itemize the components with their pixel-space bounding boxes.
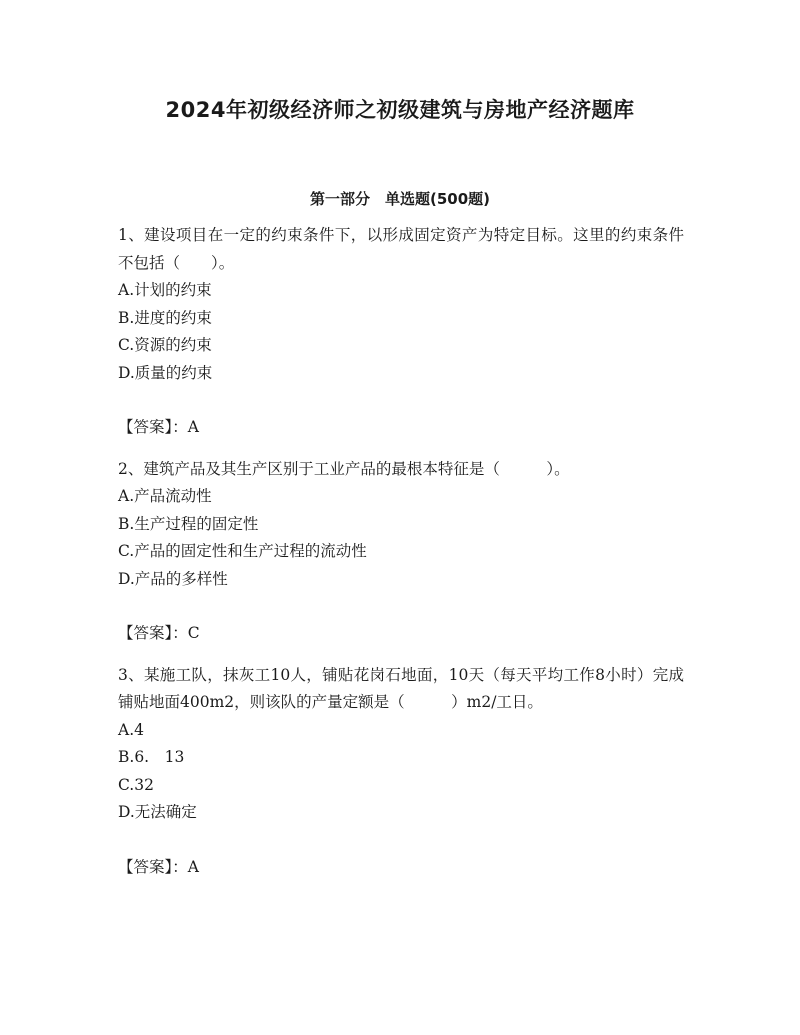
question-3 <box>118 662 684 882</box>
answer-value: C <box>187 624 200 642</box>
option-d: D.产品的多样性 <box>118 569 228 588</box>
answer-value: A <box>187 857 199 876</box>
option-a: A.计划的约束 <box>118 281 212 299</box>
question-stem: 1、建设项目在一定的约束条件下，以形成固定资产为特定目标。这里的约束条件不包括（ ）。 <box>118 226 684 272</box>
option-c: C.产品的固定性和生产过程的流动性 <box>118 542 367 560</box>
answer-value: A <box>187 418 199 436</box>
question-stem: 2、建筑产品及其生产区别于工业产品的最根本特征是（ ）。 <box>118 459 570 478</box>
option-b: B.6. 13 <box>118 748 185 766</box>
option-d: D.质量的约束 <box>118 363 213 382</box>
answer-label: 【答案】： <box>118 857 188 876</box>
answer-label: 【答案】： <box>118 624 188 642</box>
section-heading: 第一部分 单选题(500题) <box>309 190 491 208</box>
option-b: B.生产过程的固定性 <box>118 514 259 533</box>
option-c: C.资源的约束 <box>118 336 212 354</box>
question-stem: 3、某施工队，抹灰工10人，铺贴花岗石地面，10天（每天平均工作8小时）完成铺贴地面400m2，则该队的产量定额是（ ）m2/工日。 <box>118 665 684 711</box>
option-d: D.无法确定 <box>118 803 197 821</box>
question-2 <box>118 456 684 662</box>
option-b: B.进度的约束 <box>118 308 212 327</box>
option-a: A.产品流动性 <box>118 487 212 505</box>
question-1 <box>118 222 684 456</box>
option-a: A.4 <box>118 720 144 739</box>
option-c: C.32 <box>118 775 154 794</box>
answer-line <box>118 854 684 882</box>
question-list <box>118 222 684 881</box>
answer-label: 【答案】： <box>118 418 188 436</box>
document-title: 2024年初级经济师之初级建筑与房地产经济题库 <box>165 98 635 122</box>
answer-line <box>118 414 684 442</box>
answer-line <box>118 620 684 648</box>
